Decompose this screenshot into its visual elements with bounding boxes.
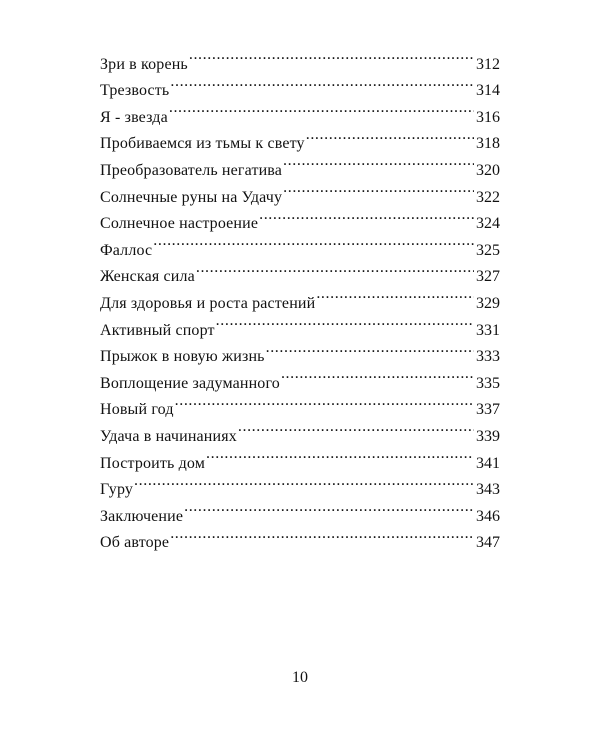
toc-entry[interactable]	[100, 494, 500, 525]
toc-dot-leader	[282, 148, 474, 175]
toc-entry-title: Воплощение задуманного	[100, 374, 280, 392]
toc-entry-page: 329	[476, 294, 500, 312]
toc-entry-page: 312	[476, 55, 500, 73]
toc-entry-page: 346	[476, 507, 500, 525]
toc-dot-leader	[168, 95, 474, 122]
toc-entry-title: Солнечные руны на Удачу	[100, 188, 283, 206]
table-of-contents	[100, 42, 500, 552]
toc-dot-leader	[205, 441, 474, 468]
toc-dot-leader	[195, 255, 474, 282]
toc-entry-title: Заключение	[100, 507, 184, 525]
toc-entry-page: 335	[476, 374, 500, 392]
toc-entry-page: 318	[476, 135, 500, 153]
toc-entry-page: 324	[476, 215, 500, 233]
toc-entry[interactable]	[100, 228, 500, 259]
toc-entry-page: 333	[476, 348, 500, 366]
toc-entry-title: Зри в корень	[100, 55, 188, 73]
toc-entry-title: Я - звезда	[100, 108, 168, 126]
toc-entry-title: Солнечное настроение	[100, 215, 259, 233]
toc-entry-page: 320	[476, 161, 500, 179]
toc-dot-leader	[215, 308, 474, 335]
toc-dot-leader	[183, 494, 474, 521]
toc-entry-page: 314	[476, 82, 500, 100]
toc-entry-title: Гуру	[100, 481, 134, 499]
toc-dot-leader	[237, 414, 474, 441]
toc-entry[interactable]	[100, 468, 500, 499]
toc-dot-leader	[174, 388, 474, 415]
toc-dot-leader	[305, 122, 474, 149]
toc-dot-leader	[169, 69, 474, 96]
toc-entry-title: Для здоровья и роста растений	[100, 294, 316, 312]
toc-entry-title: Женская сила	[100, 268, 195, 286]
toc-entry-title: Построить дом	[100, 454, 206, 472]
toc-dot-leader	[315, 281, 474, 308]
toc-entry-page: 339	[476, 427, 500, 445]
toc-entry-page: 316	[476, 108, 500, 126]
toc-entry[interactable]	[100, 42, 500, 73]
toc-entry-title: Преобразователь негатива	[100, 161, 283, 179]
toc-entry-page: 341	[476, 454, 500, 472]
toc-entry-page: 331	[476, 321, 500, 339]
toc-dot-leader	[188, 42, 474, 69]
toc-entry-page: 347	[476, 534, 500, 552]
toc-entry-title: Прыжок в новую жизнь	[100, 348, 265, 366]
toc-entry-page: 327	[476, 268, 500, 286]
toc-entry-title: Удача в начинаниях	[100, 427, 237, 445]
toc-entry-title: Активный спорт	[100, 321, 215, 339]
toc-entry-page: 322	[476, 188, 500, 206]
toc-dot-leader	[258, 202, 474, 229]
toc-entry-page: 325	[476, 241, 500, 259]
toc-entry-title: Пробиваемся из тьмы к свету	[100, 135, 305, 153]
toc-entry-title: Трезвость	[100, 82, 170, 100]
toc-entry-title: Об авторе	[100, 534, 170, 552]
toc-entry-title: Фаллос	[100, 241, 153, 259]
toc-entry-title: Новый год	[100, 401, 174, 419]
toc-entry-page: 343	[476, 481, 500, 499]
page-number: 10	[292, 669, 308, 686]
toc-dot-leader	[265, 335, 474, 362]
toc-dot-leader	[152, 228, 474, 255]
toc-entry-page: 337	[476, 401, 500, 419]
toc-dot-leader	[280, 361, 474, 388]
toc-dot-leader	[133, 468, 474, 495]
toc-dot-leader	[282, 175, 474, 202]
toc-entry[interactable]	[100, 255, 500, 286]
toc-dot-leader	[169, 521, 474, 548]
